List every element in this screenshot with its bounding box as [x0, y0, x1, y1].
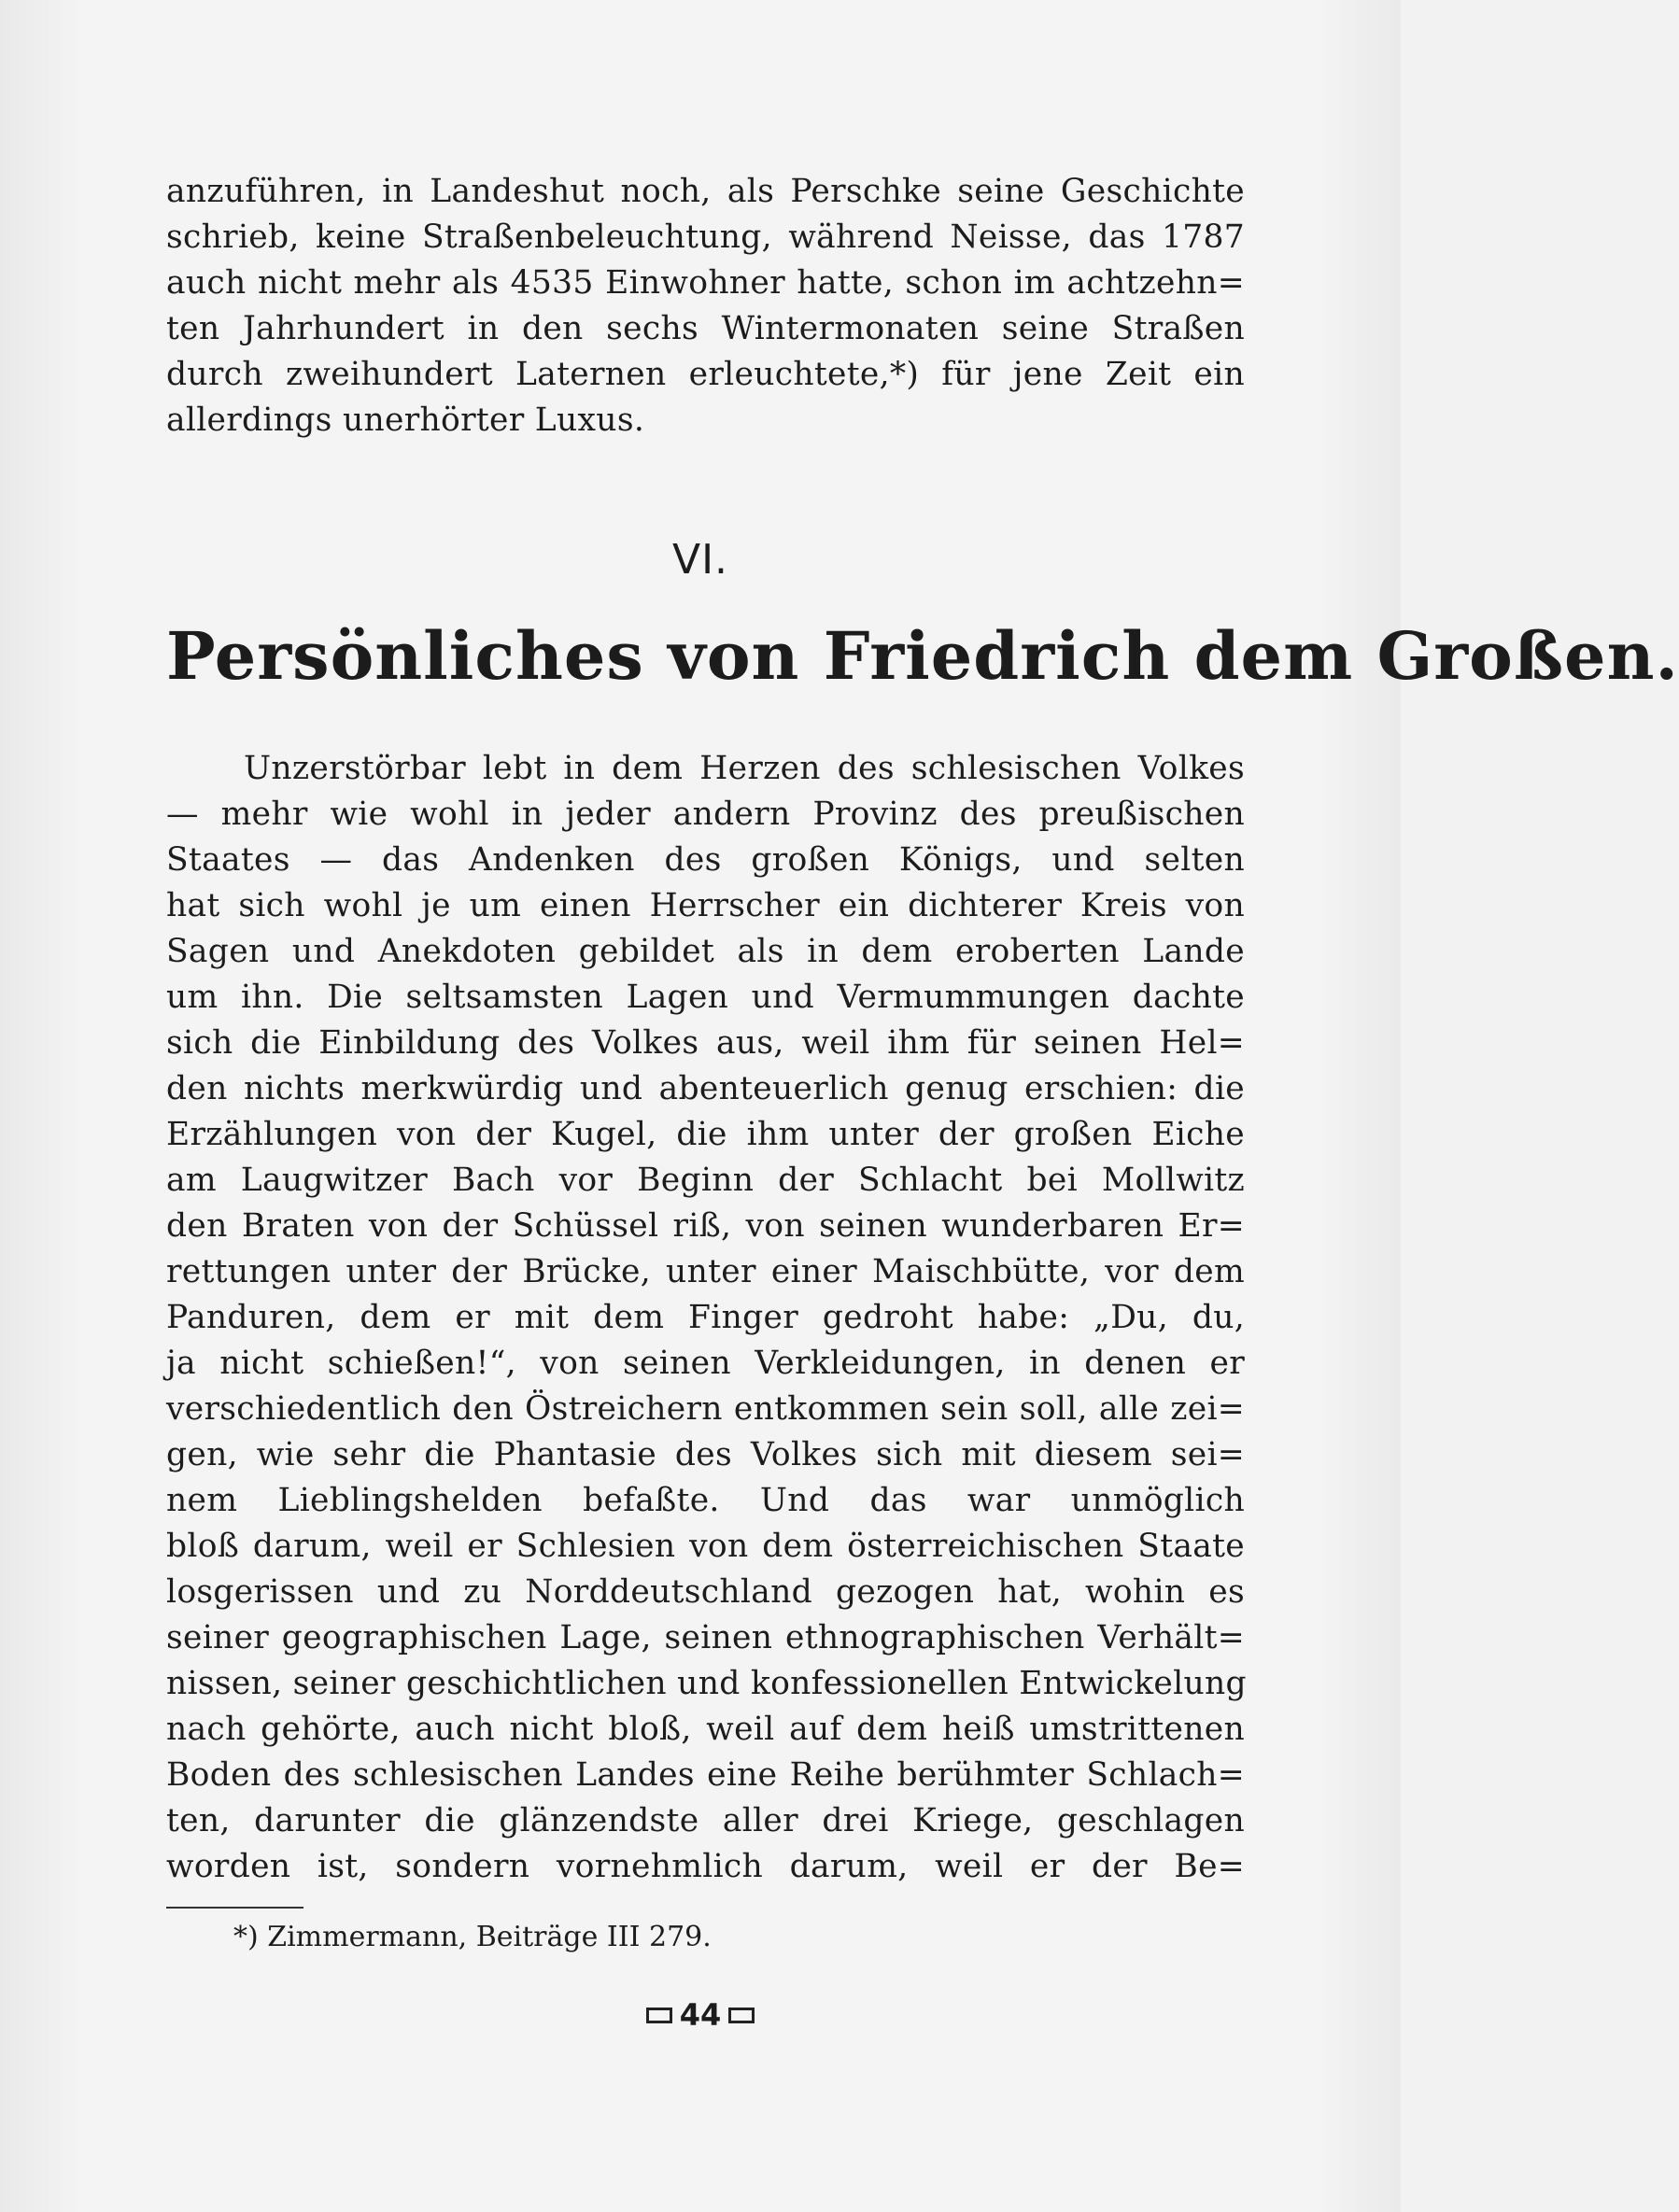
text-line: Sagen und Anekdoten gebildet als in dem eroberten Lande — [166, 933, 1245, 970]
body-paragraph — [166, 746, 1245, 1890]
text-line: Boden des schlesischen Landes eine Reihe berühmter Schlach= — [166, 1756, 1245, 1794]
text-line: den Braten von der Schüssel riß, von seinen wunderbaren Er= — [166, 1207, 1245, 1245]
text-line: worden ist, sondern vornehmlich darum, weil er der Be= — [166, 1848, 1245, 1885]
page-number-footer — [0, 1993, 1401, 2037]
square-ornament-icon — [728, 2008, 755, 2023]
text-line: ten, darunter die glänzendste aller drei Kriege, geschlagen — [166, 1802, 1245, 1839]
text-line: Unzerstörbar lebt in dem Herzen des schlesischen Volkes — [244, 750, 1245, 787]
text-line: um ihn. Die seltsamsten Lagen und Vermummungen dachte — [166, 979, 1245, 1016]
intro-paragraph — [166, 169, 1245, 444]
text-line: anzuführen, in Landeshut noch, als Perschke seine Geschichte — [166, 173, 1245, 210]
text-line: am Laugwitzer Bach vor Beginn der Schlacht bei Mollwitz — [166, 1162, 1245, 1199]
text-line: losgerissen und zu Norddeutschland gezogen hat, wohin es — [166, 1573, 1245, 1611]
text-line: ja nicht schießen!“, von seinen Verkleidungen, in denen er — [166, 1345, 1245, 1382]
text-line: Erzählungen von der Kugel, die ihm unter der großen Eiche — [166, 1116, 1245, 1153]
section-title: Persönliches von Friedrich dem Großen. — [166, 617, 1679, 695]
text-line: auch nicht mehr als 4535 Einwohner hatte, schon im achtzehn= — [166, 264, 1245, 302]
text-line: seiner geographischen Lage, seinen ethnographischen Verhält= — [166, 1619, 1245, 1656]
footnote-divider — [166, 1907, 303, 1909]
section-number: VI. — [671, 536, 729, 584]
text-line: sich die Einbildung des Volkes aus, weil ihm für seinen Hel= — [166, 1024, 1245, 1062]
text-line: nem Lieblingshelden befaßte. Und das war unmöglich — [166, 1482, 1245, 1519]
text-line: hat sich wohl je um einen Herrscher ein dichterer Kreis von — [166, 887, 1245, 924]
square-ornament-icon — [646, 2008, 672, 2023]
text-line: bloß darum, weil er Schlesien von dem österreichischen Staate — [166, 1528, 1245, 1565]
page-number: 44 — [679, 1997, 722, 2033]
text-line: den nichts merkwürdig und abenteuerlich genug erschien: die — [166, 1070, 1245, 1107]
text-line: gen, wie sehr die Phantasie des Volkes sich mit diesem sei= — [166, 1436, 1245, 1473]
text-line: schrieb, keine Straßenbeleuchtung, während Neisse, das 1787 — [166, 218, 1245, 256]
text-line: allerdings unerhörter Luxus. — [166, 402, 645, 439]
text-line: ten Jahrhundert in den sechs Wintermonaten seine Straßen — [166, 310, 1245, 347]
text-line: — mehr wie wohl in jeder andern Provinz des preußischen — [166, 796, 1245, 833]
text-line: rettungen unter der Brücke, unter einer Maischbütte, vor dem — [166, 1253, 1245, 1290]
text-line: verschiedentlich den Östreichern entkommen sein soll, alle zei= — [166, 1390, 1245, 1428]
text-line: nach gehörte, auch nicht bloß, weil auf dem heiß umstrittenen — [166, 1711, 1245, 1748]
footnote: *) Zimmermann, Beiträge III 279. — [233, 1921, 712, 1953]
text-line: Staates — das Andenken des großen Königs, und selten — [166, 841, 1245, 879]
text-line: nissen, seiner geschichtlichen und konfessionellen Entwickelung — [166, 1665, 1247, 1702]
text-line: Panduren, dem er mit dem Finger gedroht habe: „Du, du, — [166, 1299, 1245, 1336]
text-line: durch zweihundert Laternen erleuchtete,*) für jene Zeit ein — [166, 356, 1245, 393]
